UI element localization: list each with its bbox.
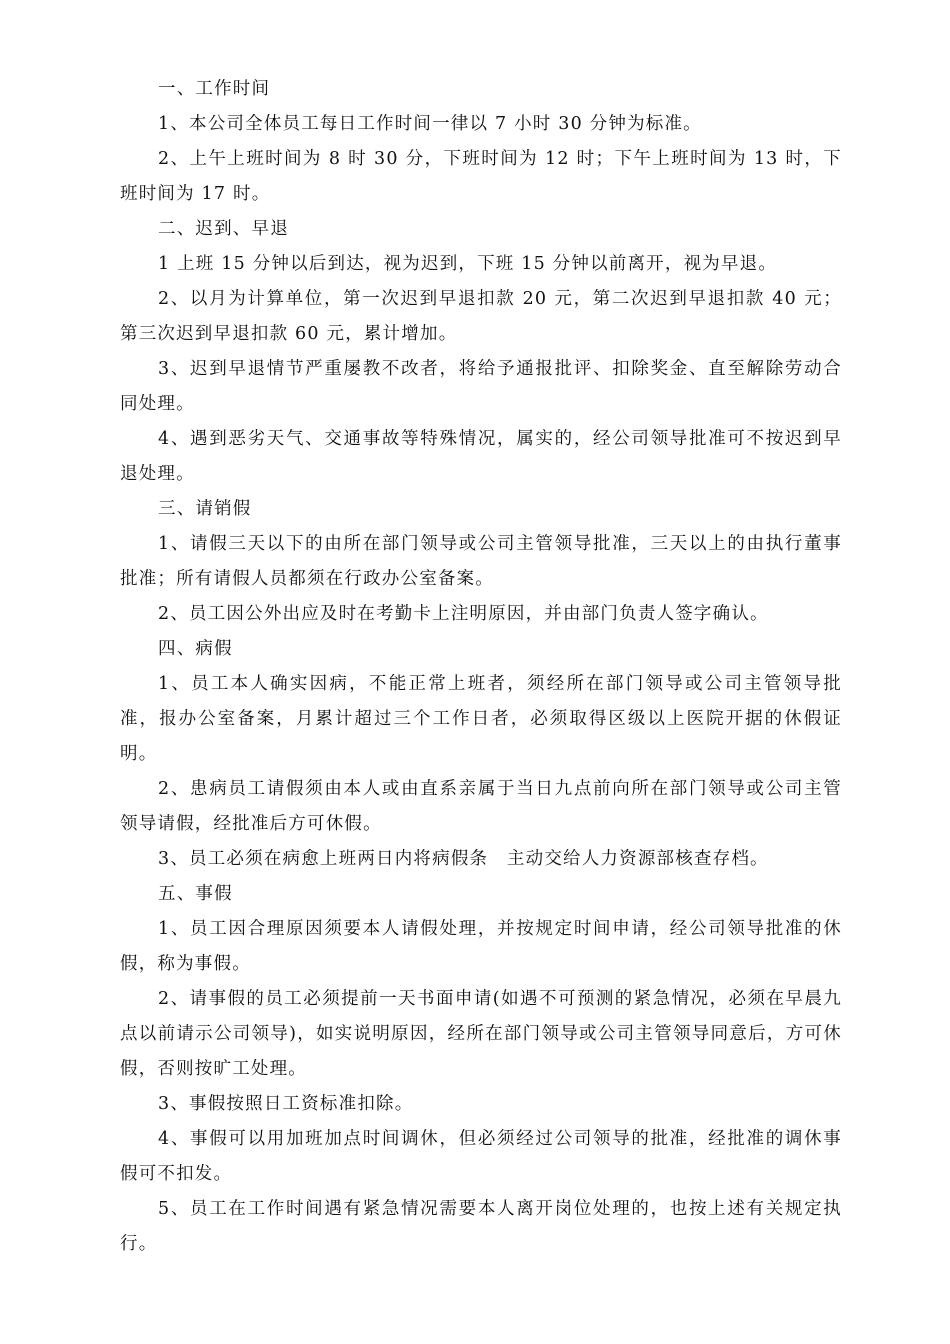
- section-heading-leave-request: 三、请销假: [158, 499, 252, 519]
- paragraph: 3、员工必须在病愈上班两日内将病假条 主动交给人力资源部核查存档。: [158, 849, 769, 869]
- document-body: [120, 72, 842, 1262]
- paragraph: 1、请假三天以下的由所在部门领导或公司主管领导批准，三天以上的由执行董事批准；所有请假人员都须在行政办公室备案。: [120, 534, 842, 589]
- section-heading-personal-leave: 五、事假: [158, 884, 233, 904]
- paragraph: 1、本公司全体员工每日工作时间一律以 7 小时 30 分钟为标准。: [158, 114, 702, 134]
- section-heading-late-early: 二、迟到、早退: [158, 219, 289, 239]
- paragraph: 5、员工在工作时间遇有紧急情况需要本人离开岗位处理的，也按上述有关规定执行。: [120, 1199, 842, 1254]
- paragraph: 1、员工本人确实因病，不能正常上班者，须经所在部门领导或公司主管领导批准，报办公室备案，月累计超过三个工作日者，必须取得区级以上医院开据的休假证明。: [120, 674, 842, 764]
- paragraph: 2、上午上班时间为 8 时 30 分，下班时间为 12 时；下午上班时间为 13 时，下班时间为 17 时。: [120, 149, 842, 204]
- paragraph: 4、遇到恶劣天气、交通事故等特殊情况，属实的，经公司领导批准可不按迟到早退处理。: [120, 429, 842, 484]
- section-heading-work-hours: 一、工作时间: [158, 79, 271, 99]
- paragraph: 2、以月为计算单位，第一次迟到早退扣款 20 元，第二次迟到早退扣款 40 元；第三次迟到早退扣款 60 元，累计增加。: [120, 289, 842, 344]
- paragraph: 3、事假按照日工资标准扣除。: [158, 1094, 414, 1114]
- paragraph: 2、请事假的员工必须提前一天书面申请(如遇不可预测的紧急情况，必须在早晨九点以前请示公司领导)，如实说明原因，经所在部门领导或公司主管领导同意后，方可休假，否则按旷工处理。: [120, 989, 842, 1079]
- paragraph: 3、迟到早退情节严重屡教不改者，将给予通报批评、扣除奖金、直至解除劳动合同处理。: [120, 359, 842, 414]
- paragraph: 2、员工因公外出应及时在考勤卡上注明原因，并由部门负责人签字确认。: [158, 604, 769, 624]
- paragraph: 4、事假可以用加班加点时间调休，但必须经过公司领导的批准，经批准的调休事假可不扣发。: [120, 1129, 842, 1184]
- paragraph: 1、员工因合理原因须要本人请假处理，并按规定时间申请，经公司领导批准的休假，称为事假。: [120, 919, 842, 974]
- paragraph: 1 上班 15 分钟以后到达，视为迟到，下班 15 分钟以前离开，视为早退。: [158, 254, 778, 274]
- paragraph: 2、患病员工请假须由本人或由直系亲属于当日九点前向所在部门领导或公司主管领导请假，经批准后方可休假。: [120, 779, 842, 834]
- section-heading-sick-leave: 四、病假: [158, 639, 233, 659]
